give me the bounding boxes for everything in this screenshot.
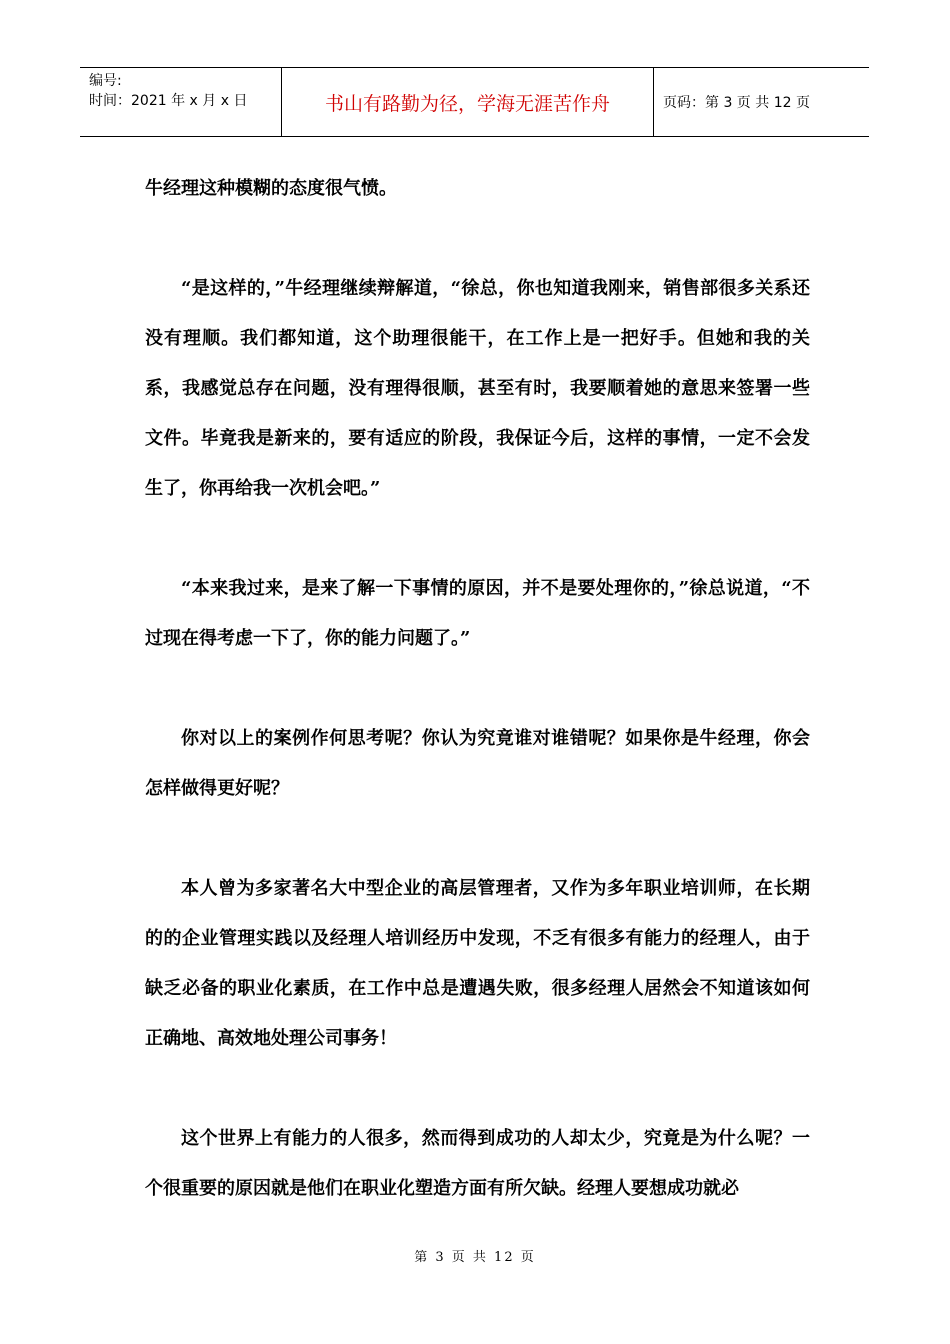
header-left-info <box>89 71 247 111</box>
body-paragraph: “本来我过来，是来了解一下事情的原因，并不是要处理你的，”徐总说道，“不过现在得考虑一下了，你的能力问题了。” <box>145 578 810 649</box>
document-date-label: 时间：2021 年 x 月 x 日 <box>89 93 248 109</box>
document-number-label: 编号: <box>89 73 122 89</box>
header-motto: 书山有路勤为径，学海无涯苦作舟 <box>324 92 610 115</box>
body-paragraph: 你对以上的案例作何思考呢？你认为究竟谁对谁错呢？如果你是牛经理，你会怎样做得更好呢？ <box>145 728 810 799</box>
header-divider <box>653 68 654 136</box>
header-page-label: 页码：第 3 页 共 12 页 <box>663 95 810 111</box>
page-footer: 第 3 页 共 12 页 <box>414 1250 536 1265</box>
body-paragraph: 本人曾为多家著名大中型企业的高层管理者，又作为多年职业培训师，在长期的的企业管理实践以及经理人培训经历中发现，不乏有很多有能力的经理人，由于缺乏必备的职业化素质，在工作中总是遭遇失败，很多经理人居然会不知道该如何正确地、高效地处理公司事务！ <box>145 878 810 1049</box>
body-paragraph: “是这样的，”牛经理继续辩解道，“徐总，你也知道我刚来，销售部很多关系还没有理顺。我们都知道，这个助理很能干，在工作上是一把好手。但她和我的关系，我感觉总存在问题，没有理得很顺，甚至有时，我要顺着她的意思来签署一些文件。毕竟我是新来的，要有适应的阶段，我保证今后，这样的事情，一定不会发生了，你再给我一次机会吧。” <box>145 278 810 499</box>
page-header <box>80 67 869 137</box>
body-paragraph: 这个世界上有能力的人很多，然而得到成功的人却太少，究竟是为什么呢？一个很重要的原因就是他们在职业化塑造方面有所欠缺。经理人要想成功就必 <box>145 1128 810 1199</box>
document-body <box>145 164 810 1264</box>
body-paragraph: 牛经理这种模糊的态度很气愤。 <box>145 178 397 199</box>
